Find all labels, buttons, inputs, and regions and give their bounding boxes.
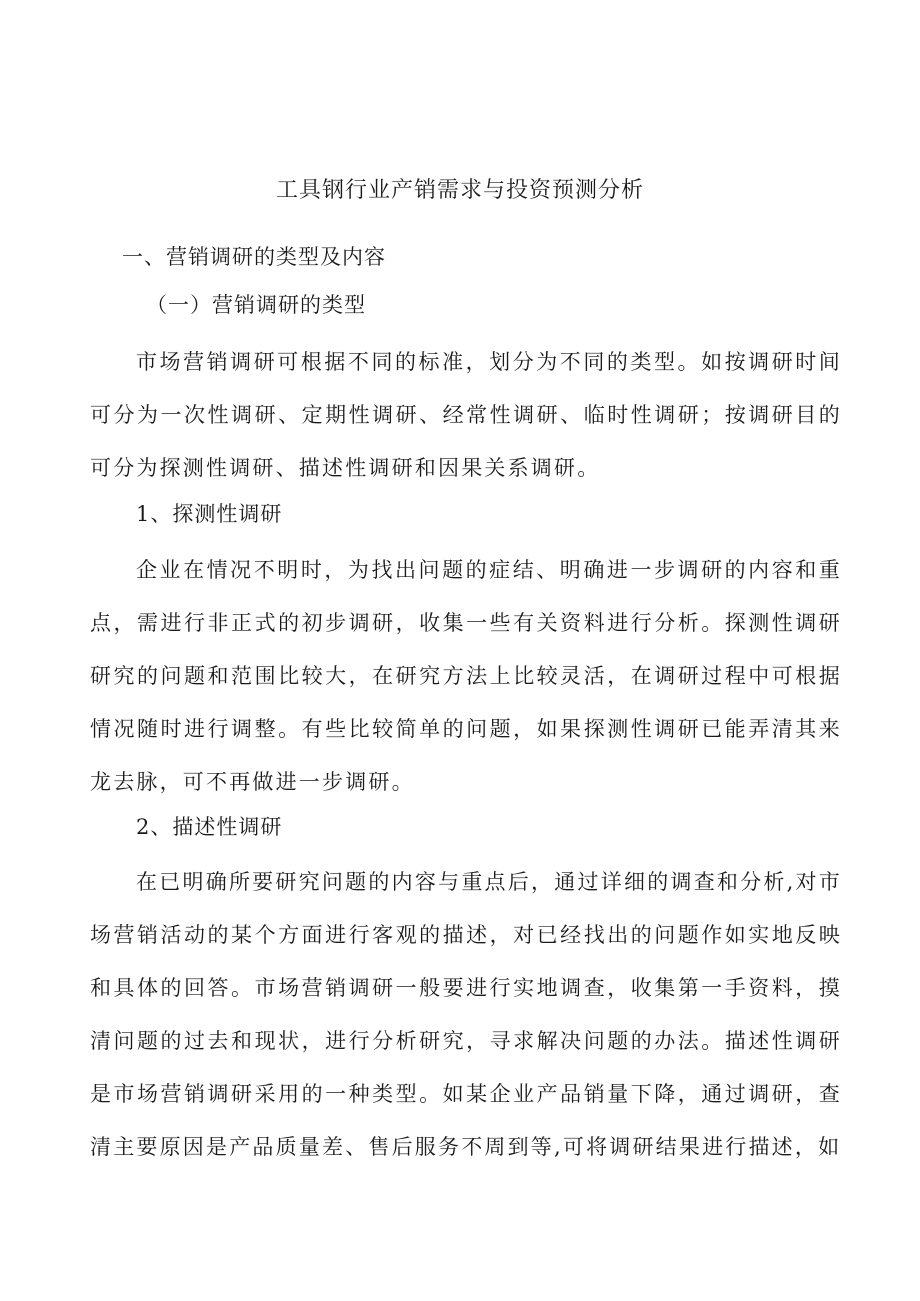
item-heading-exploratory: 1、探测性调研 — [136, 502, 283, 526]
document-title: 工具钢行业产销需求与投资预测分析 — [275, 178, 644, 203]
subsection-heading: （一）营销调研的类型 — [146, 293, 366, 317]
section-heading: 一、营销调研的类型及内容 — [122, 245, 386, 269]
item-heading-descriptive: 2、描述性调研 — [136, 815, 283, 839]
exploratory-paragraph: 企业在情况不明时，为找出问题的症结、明确进一步调研的内容和重点，需进行非正式的初步调研，收集一些有关资料进行分析。探测性调研研究的问题和范围比较大，在研究方法上比较灵活，在调研过程中可根据情况随时进行调整。有些比较简单的问题，如果探测性调研已能弄清其来龙去脉，可不再做进一步调研。 — [90, 558, 842, 794]
descriptive-paragraph: 在已明确所要研究问题的内容与重点后，通过详细的调查和分析,对市场营销活动的某个方面进行客观的描述，对已经找出的问题作如实地反映和具体的回答。市场营销调研一般要进行实地调查，收集第一手资料，摸清问题的过去和现状，进行分析研究，寻求解决问题的办法。描述性调研是市场营销调研采用的一种类型。如某企业产品销量下降，通过调研，查清主要原因是产品质量差、售后服务不周到等,可将调研结果进行描述，如 — [90, 870, 842, 1159]
intro-paragraph: 市场营销调研可根据不同的标准，划分为不同的类型。如按调研时间可分为一次性调研、定期性调研、经常性调研、临时性调研；按调研目的可分为探测性调研、描述性调研和因果关系调研。 — [90, 350, 842, 480]
